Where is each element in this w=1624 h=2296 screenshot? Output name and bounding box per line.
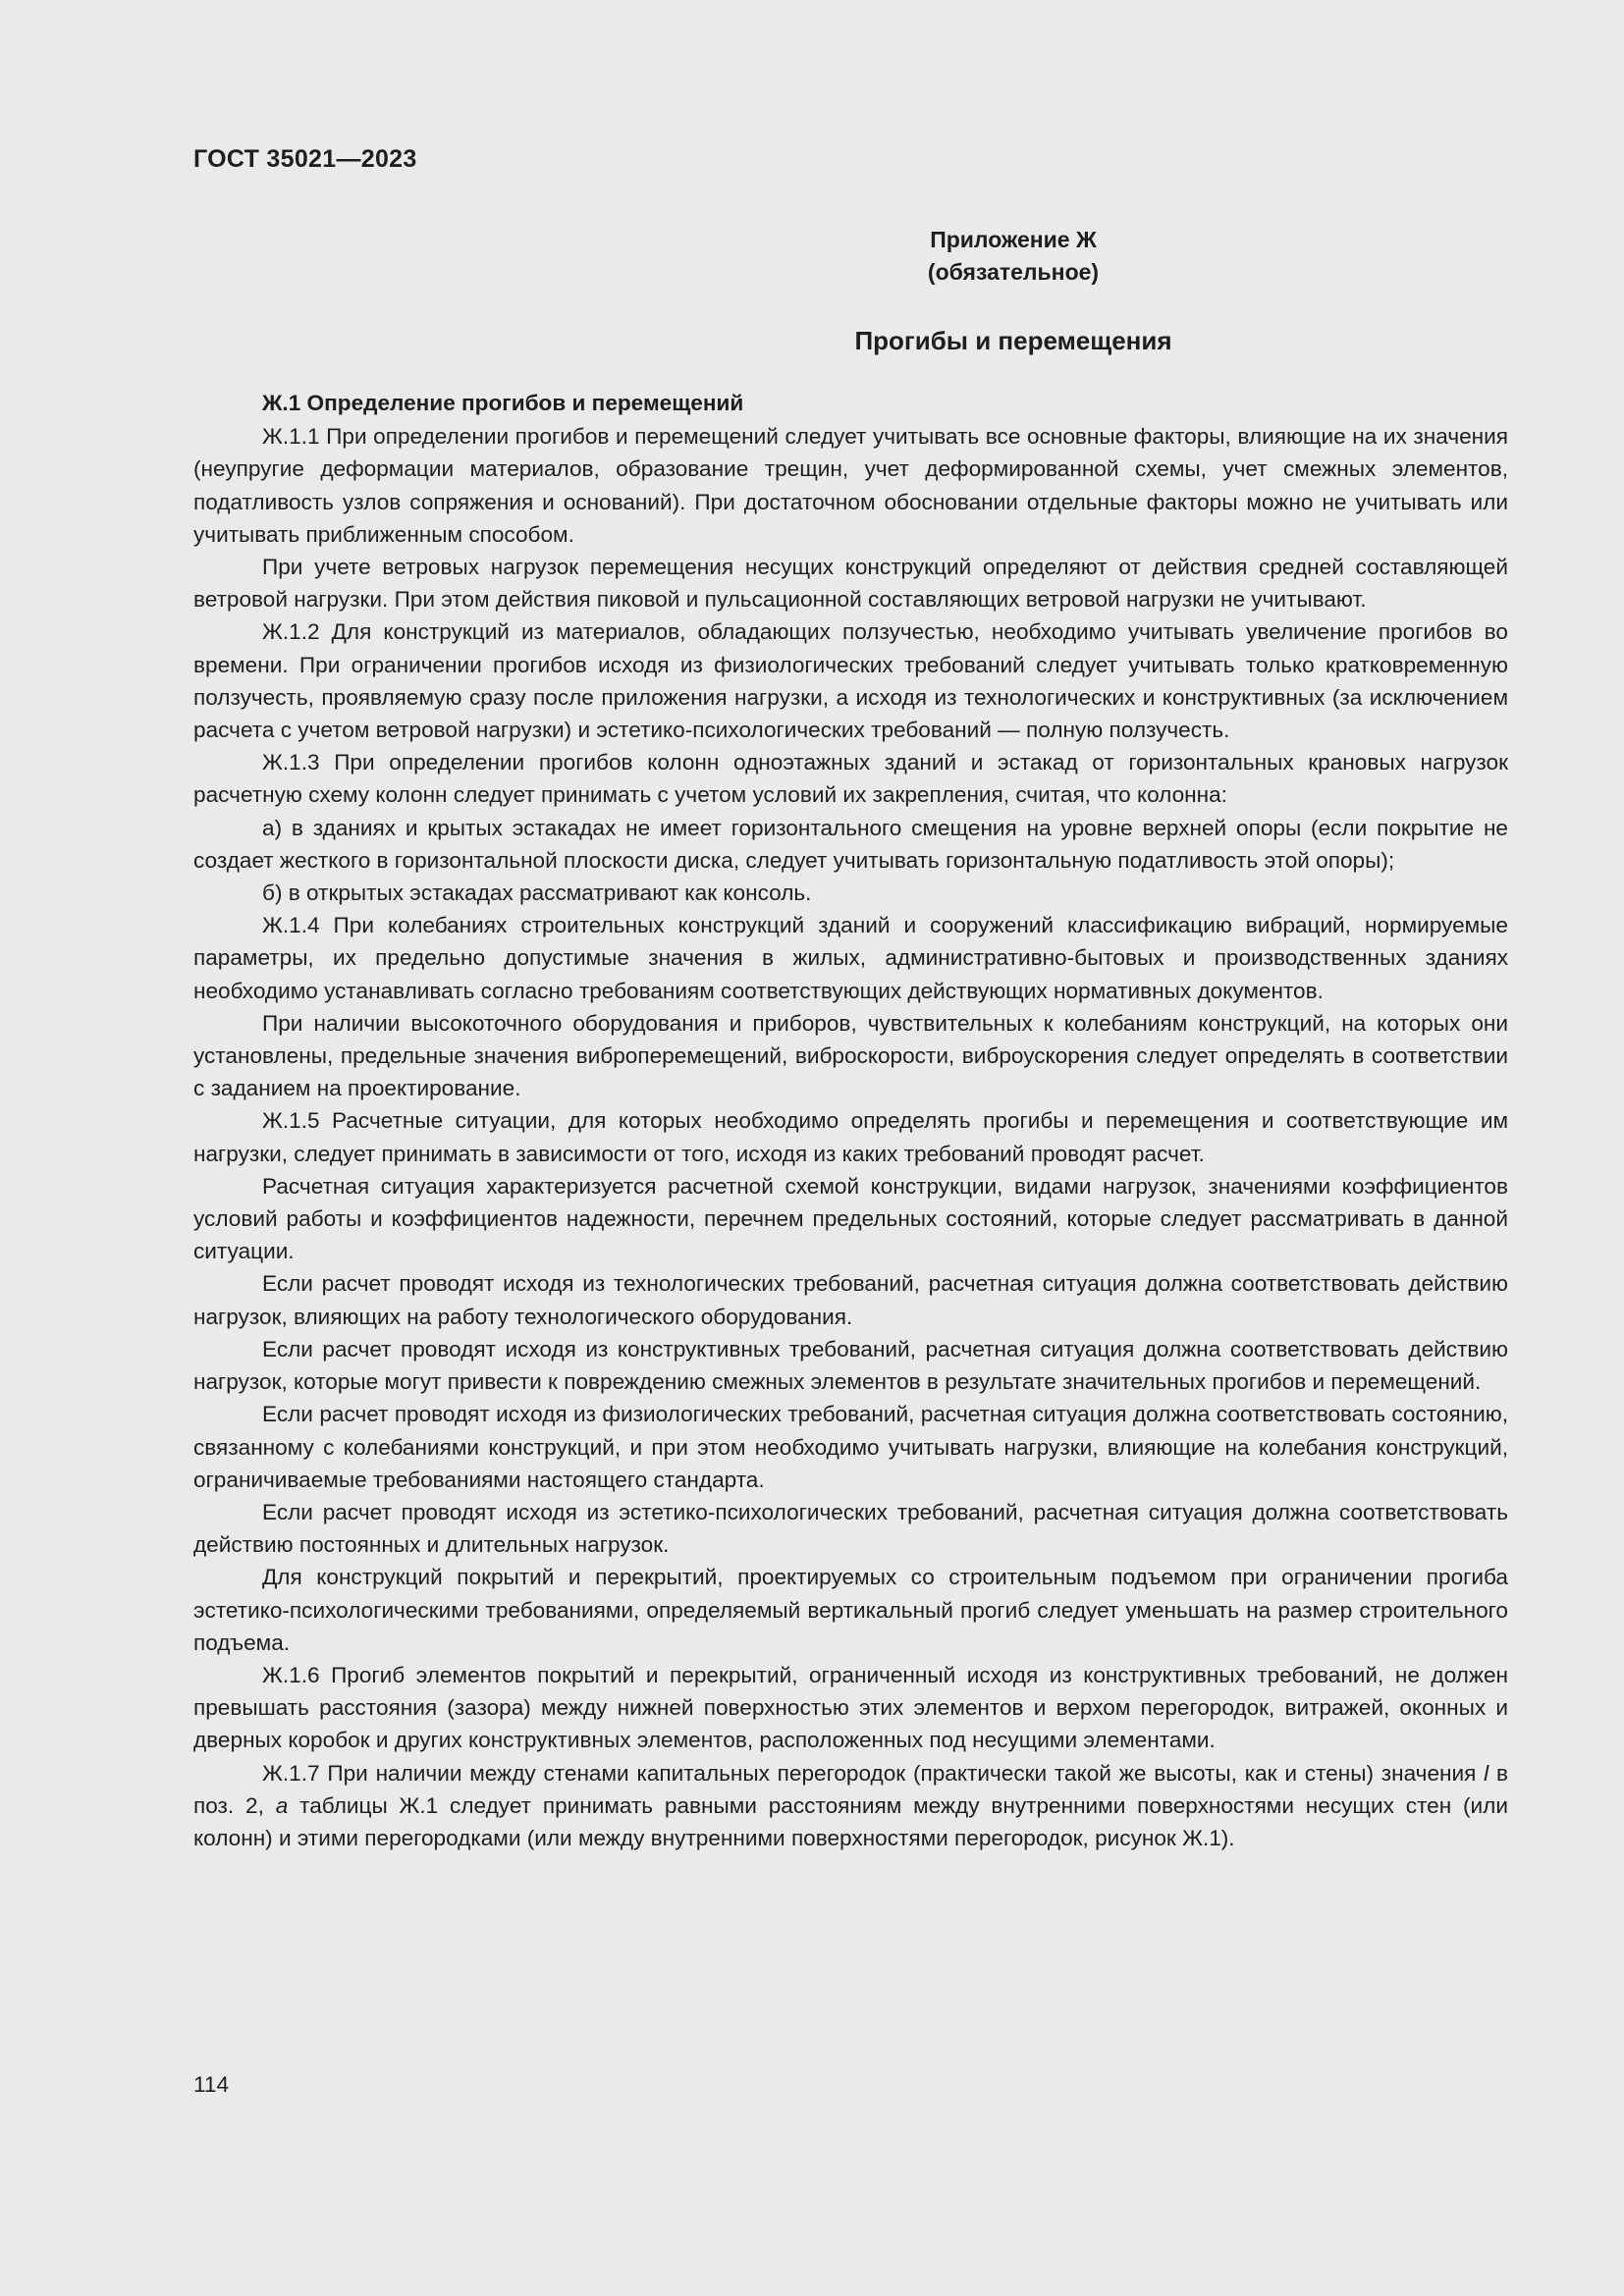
document-code: ГОСТ 35021—2023 bbox=[193, 145, 417, 173]
appendix-heading-text: Прогибы и перемещения bbox=[854, 326, 1172, 355]
list-item: б) в открытых эстакадах рассматривают как консоль. bbox=[262, 881, 812, 906]
list-item: а) в зданиях и крытых эстакадах не имеет горизонтального смещения на уровне верхней опоры (если покрытие не создает жесткого в горизонтальной плоскости диска, следует учитывать горизонтальную податливость этой опоры); bbox=[193, 815, 1508, 873]
appendix-heading bbox=[193, 324, 1509, 357]
paragraph: Ж.1.1 При определении прогибов и перемещений следует учитывать все основные факторы, влияющие на их значения (неупругие деформации материалов, образование трещин, учет деформированной схемы, учет смежных элементов, податливость узлов сопряжения и оснований). При достаточном обосновании отдельные факторы можно не учитывать или учитывать приближенным способом. bbox=[193, 424, 1508, 547]
paragraph: Ж.1.6 Прогиб элементов покрытий и перекрытий, ограниченный исходя из конструктивных требований, не должен превышать расстояния (зазора) между нижней поверхностью этих элементов и верхом перегородок, витражей, оконных и дверных коробок и других конструктивных элементов, расположенных под несущими элементами. bbox=[193, 1662, 1508, 1753]
appendix-status: (обязательное) bbox=[927, 259, 1100, 285]
paragraph: Если расчет проводят исходя из конструктивных требований, расчетная ситуация должна соответствовать действию нагрузок, которые могут привести к повреждению смежных элементов в результате значительных прогибов и перемещений. bbox=[193, 1336, 1508, 1395]
paragraph-text: таблицы Ж.1 следует принимать равными расстояниям между внутренними поверхностями несущих стен (или колонн) и этими перегородками (или между внутренними поверхностями перегородок, рисунок Ж.1). bbox=[193, 1792, 1508, 1850]
paragraph: Ж.1.2 Для конструкций из материалов, обладающих ползучестью, необходимо учитывать увеличение прогибов во времени. При ограничении прогибов исходя из физиологических требований следует учитывать только кратковременную ползучесть, проявляемую сразу после приложения нагрузки, а исходя из технологических и конструктивных (за исключением расчета с учетом ветровой нагрузки) и эстетико-психологических требований — полную ползучесть. bbox=[193, 619, 1508, 743]
paragraph-text: Ж.1.7 При наличии между стенами капитальных перегородок (практически такой же высоты, как и стены) значения bbox=[262, 1760, 1485, 1786]
paragraph: Для конструкций покрытий и перекрытий, проектируемых со строительным подъемом при ограничении прогиба эстетико-психологическими требованиями, определяемый вертикальный прогиб следует уменьшать на размер строительного подъема. bbox=[193, 1565, 1508, 1655]
paragraph: Ж.1.4 При колебаниях строительных конструкций зданий и сооружений классификацию вибраций, нормируемые параметры, их предельно допустимые значения в жилых, административно-бытовых и производственных зданиях необходимо устанавливать согласно требованиям соответствующих действующих нормативных документов. bbox=[193, 913, 1508, 1003]
paragraph: Если расчет проводят исходя из технологических требований, расчетная ситуация должна соответствовать действию нагрузок, влияющих на работу технологического оборудования. bbox=[193, 1271, 1508, 1329]
paragraph-last bbox=[193, 1757, 1508, 1855]
paragraph-text: в поз. 2, bbox=[193, 1760, 1509, 1818]
paragraph: Ж.1.5 Расчетные ситуации, для которых необходимо определять прогибы и перемещения и соответствующие им нагрузки, следует принимать в зависимости от того, исходя из каких требований проводят расчет. bbox=[193, 1108, 1508, 1166]
appendix-header bbox=[193, 224, 1509, 289]
paragraph: Ж.1.3 При определении прогибов колонн одноэтажных зданий и эстакад от горизонтальных крановых нагрузок расчетную схему колонн следует принимать с учетом условий их закрепления, считая, что колонна: bbox=[193, 750, 1508, 808]
section-heading: Ж.1 Определение прогибов и перемещений bbox=[262, 391, 744, 415]
variable-l: l bbox=[1484, 1760, 1489, 1786]
paragraph: При наличии высокоточного оборудования и приборов, чувствительных к колебаниям конструкций, на которых они установлены, предельные значения виброперемещений, виброскорости, виброускорения следует определять в соответствии с заданием на проектирование. bbox=[193, 1010, 1508, 1101]
paragraph: Если расчет проводят исходя из эстетико-психологических требований, расчетная ситуация должна соответствовать действию постоянных и длительных нагрузок. bbox=[193, 1499, 1508, 1558]
page-number: 114 bbox=[193, 2072, 230, 2097]
appendix-title: Приложение Ж bbox=[930, 227, 1097, 252]
paragraph: Расчетная ситуация характеризуется расчетной схемой конструкции, видами нагрузок, значениями коэффициентов условий работы и коэффициентов надежности, перечнем предельных состояний, которые следует рассматривать в данной ситуации. bbox=[193, 1173, 1508, 1264]
paragraph: При учете ветровых нагрузок перемещения несущих конструкций определяют от действия средней составляющей ветровой нагрузки. При этом действия пиковой и пульсационной составляющих ветровой нагрузки не учитывают. bbox=[193, 555, 1508, 613]
body-text bbox=[193, 387, 1508, 1854]
paragraph: Если расчет проводят исходя из физиологических требований, расчетная ситуация должна соответствовать состоянию, связанному с колебаниями конструкций, и при этом необходимо учитывать нагрузки, влияющие на колебания конструкций, ограничиваемые требованиями настоящего стандарта. bbox=[193, 1402, 1508, 1492]
variable-a: а bbox=[275, 1792, 289, 1818]
